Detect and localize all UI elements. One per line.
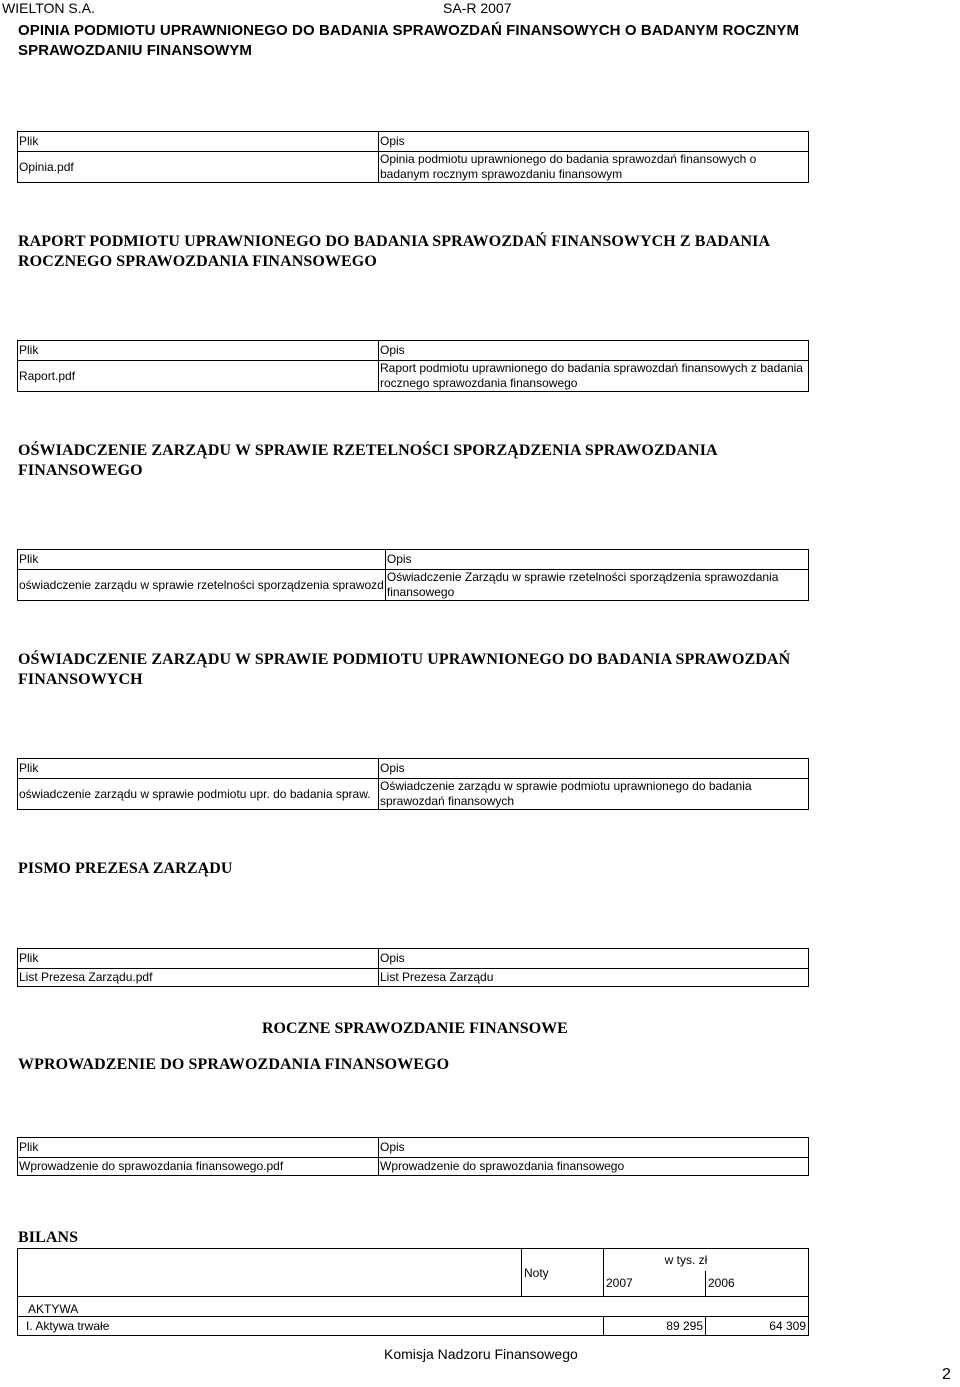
file-description: List Prezesa Zarządu xyxy=(379,969,809,987)
file-description: Oświadczenie Zarządu w sprawie rzetelności sporządzenia sprawozdania finansowego xyxy=(385,570,808,601)
file-link[interactable]: Wprowadzenie do sprawozdania finansowego.pdf xyxy=(18,1158,379,1176)
col-plik: Plik xyxy=(18,132,379,152)
annual-report-title: ROCZNE SPRAWOZDANIE FINANSOWE xyxy=(262,1020,568,1037)
file-description: Raport podmiotu uprawnionego do badania sprawozdań finansowych z badania rocznego sprawozdania finansowego xyxy=(379,361,809,392)
section-title-raport: RAPORT PODMIOTU UPRAWNIONEGO DO BADANIA SPRAWOZDAŃ FINANSOWYCH Z BADANIA ROCZNEGO SPRAWOZDANIA FINANSOWEGO xyxy=(18,233,770,270)
section-title-wprowadzenie: WPROWADZENIE DO SPRAWOZDANIA FINANSOWEGO xyxy=(18,1056,450,1073)
col-opis: Opis xyxy=(379,949,809,969)
file-table-pismo xyxy=(17,948,809,987)
file-table-oswiadczenie-rzetelnosc xyxy=(17,549,809,601)
col-opis: Opis xyxy=(379,341,809,361)
col-plik: Plik xyxy=(18,759,379,779)
noty-header: Noty xyxy=(522,1249,604,1297)
file-table-raport xyxy=(17,340,809,392)
footer-knf: Komisja Nadzoru Finansowego xyxy=(384,1346,578,1362)
aktywa-label: AKTYWA xyxy=(18,1297,809,1317)
bilans-label-cell xyxy=(18,1249,522,1297)
aktywa-trwale-2007: 89 295 xyxy=(604,1317,706,1336)
year-2006-header: 2006 xyxy=(706,1271,809,1297)
company-name: WIELTON S.A. xyxy=(2,0,95,16)
section-title-pismo: PISMO PREZESA ZARZĄDU xyxy=(18,860,233,877)
file-link[interactable]: Raport.pdf xyxy=(18,361,379,392)
file-link[interactable]: oświadczenie zarządu w sprawie podmiotu upr. do badania spraw. xyxy=(18,779,379,810)
unit-label: w tys. zł xyxy=(664,1252,708,1267)
file-table-wprowadzenie xyxy=(17,1137,809,1176)
aktywa-trwale-label: I. Aktywa trwałe xyxy=(18,1317,604,1336)
file-table-opinia xyxy=(17,131,809,183)
page-number: 2 xyxy=(942,1366,951,1383)
col-opis: Opis xyxy=(379,1138,809,1158)
file-link[interactable]: List Prezesa Zarządu.pdf xyxy=(18,969,379,987)
col-plik: Plik xyxy=(18,949,379,969)
year-2007-header: 2007 xyxy=(604,1271,706,1297)
section-title-oswiadczenie-podmiot: OŚWIADCZENIE ZARZĄDU W SPRAWIE PODMIOTU UPRAWNIONEGO DO BADANIA SPRAWOZDAŃ FINANSOWYCH xyxy=(18,651,791,688)
section-title-oswiadczenie-rzetelnosc: OŚWIADCZENIE ZARZĄDU W SPRAWIE RZETELNOŚCI SPORZĄDZENIA SPRAWOZDANIA FINANSOWEGO xyxy=(18,442,717,479)
file-link[interactable]: Opinia.pdf xyxy=(18,152,379,183)
report-type: SA-R 2007 xyxy=(443,0,512,16)
col-plik: Plik xyxy=(18,550,386,570)
unit-header xyxy=(604,1249,809,1271)
file-description: Opinia podmiotu uprawnionego do badania sprawozdań finansowych o badanym rocznym sprawozdaniu finansowym xyxy=(379,152,809,183)
col-plik: Plik xyxy=(18,341,379,361)
file-description: Wprowadzenie do sprawozdania finansowego xyxy=(379,1158,809,1176)
col-opis: Opis xyxy=(379,759,809,779)
bilans-title: BILANS xyxy=(18,1229,79,1246)
bilans-table xyxy=(17,1248,809,1336)
col-opis: Opis xyxy=(385,550,808,570)
col-opis: Opis xyxy=(379,132,809,152)
file-table-oswiadczenie-podmiot xyxy=(17,758,809,810)
file-link[interactable]: oświadczenie zarządu w sprawie rzetelności sporządzenia sprawozd xyxy=(18,570,386,601)
section-title-opinia: OPINIA PODMIOTU UPRAWNIONEGO DO BADANIA SPRAWOZDAŃ FINANSOWYCH O BADANYM ROCZNYM SPRAWOZDANIU FINANSOWYM xyxy=(18,22,800,59)
aktywa-trwale-2006: 64 309 xyxy=(706,1317,809,1336)
col-plik: Plik xyxy=(18,1138,379,1158)
file-description: Oświadczenie zarządu w sprawie podmiotu uprawnionego do badania sprawozdań finansowych xyxy=(379,779,809,810)
